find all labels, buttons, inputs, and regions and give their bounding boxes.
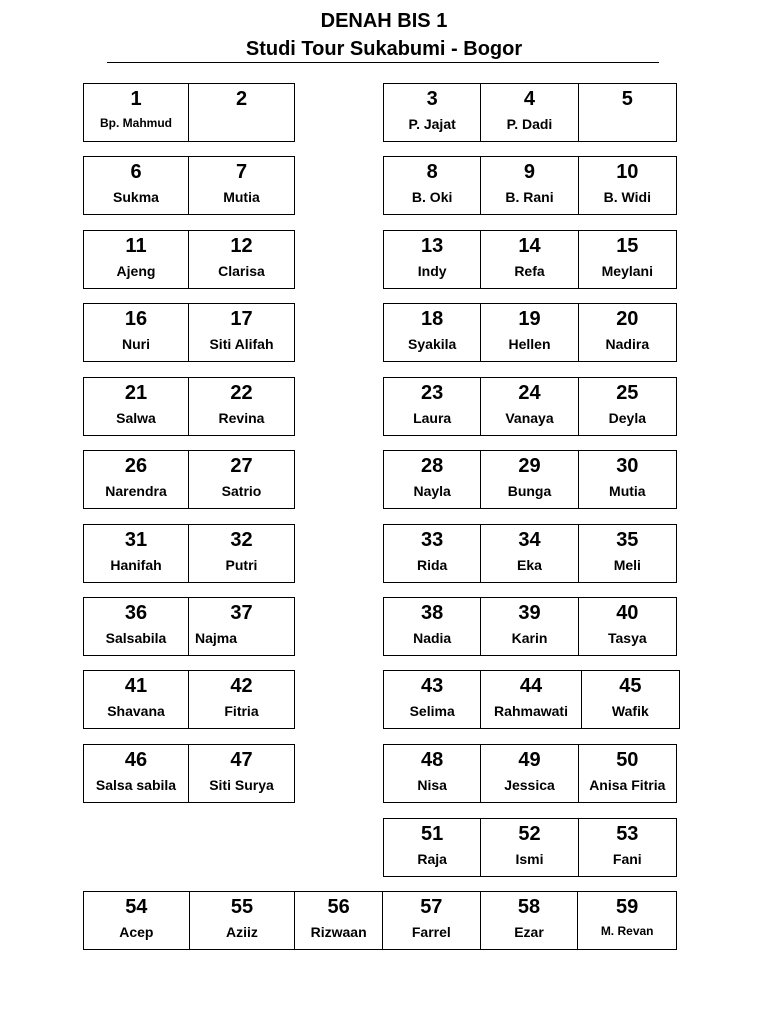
- passenger-name: Eka: [517, 557, 542, 573]
- seat-group: [383, 744, 677, 803]
- seat-number: 33: [421, 529, 444, 551]
- seat-group: [383, 156, 677, 215]
- seat-group: [83, 156, 295, 215]
- passenger-name: Mutia: [223, 189, 260, 205]
- seat-cell: [481, 378, 578, 435]
- passenger-name: Shavana: [107, 703, 165, 719]
- seat-number: 25: [616, 382, 639, 404]
- seat-number: 34: [518, 529, 541, 551]
- seat-cell: [384, 745, 481, 802]
- seat-number: 17: [230, 308, 253, 330]
- seat-cell: [384, 84, 481, 141]
- passenger-name: Hanifah: [110, 557, 162, 573]
- seat-number: 45: [619, 675, 642, 697]
- seat-number: 8: [426, 161, 438, 183]
- seat-cell: [481, 745, 578, 802]
- passenger-name: Salwa: [116, 410, 156, 426]
- seat-group: [83, 450, 295, 509]
- seat-cell: [579, 231, 676, 288]
- passenger-name: Meli: [613, 557, 641, 573]
- seat-group: [383, 818, 677, 877]
- seat-number: 22: [230, 382, 253, 404]
- seat-number: 53: [616, 823, 639, 845]
- passenger-name: Rizwaan: [310, 924, 367, 940]
- passenger-name: B. Rani: [505, 189, 554, 205]
- passenger-name: Salsa sabila: [95, 777, 177, 793]
- seat-number: 56: [327, 896, 350, 918]
- seat-number: 19: [518, 308, 541, 330]
- passenger-name: Sukma: [113, 189, 159, 205]
- passenger-name: Rida: [416, 557, 448, 573]
- seat-cell: [189, 745, 294, 802]
- passenger-name: Najma: [195, 630, 238, 646]
- seat-number: 24: [518, 382, 541, 404]
- seat-cell: [384, 819, 481, 876]
- seat-cell: [582, 671, 679, 728]
- seat-cell: [481, 231, 578, 288]
- seat-number: 2: [235, 88, 248, 110]
- seat-number: 14: [518, 235, 541, 257]
- passenger-name: B. Widi: [603, 189, 651, 205]
- passenger-name: Hellen: [508, 336, 551, 352]
- seat-cell: [190, 892, 296, 949]
- passenger-name: Bunga: [507, 483, 552, 499]
- seat-number: 7: [235, 161, 248, 183]
- seat-cell: [84, 525, 189, 582]
- seat-group: [383, 524, 677, 583]
- seat-cell: [189, 231, 294, 288]
- seat-cell: [84, 671, 189, 728]
- seat-number: 29: [518, 455, 541, 477]
- seat-number: 32: [230, 529, 253, 551]
- seat-group: [383, 303, 677, 362]
- seat-number: 43: [421, 675, 444, 697]
- passenger-name: Wafik: [611, 703, 649, 719]
- seat-number: 26: [124, 455, 148, 477]
- seat-cell: [84, 598, 189, 655]
- seat-number: 38: [421, 602, 444, 624]
- seat-cell: [84, 745, 189, 802]
- seat-number: 31: [124, 529, 148, 551]
- seat-number: 28: [421, 455, 444, 477]
- seat-cell: [579, 451, 676, 508]
- seat-group: [383, 450, 677, 509]
- seat-number: 42: [230, 675, 253, 697]
- seat-cell: [189, 84, 294, 141]
- seat-cell: [84, 84, 189, 141]
- seat-number: 4: [523, 88, 536, 110]
- passenger-name: Karin: [511, 630, 548, 646]
- passenger-name: Nayla: [413, 483, 451, 499]
- passenger-name: Nuri: [122, 336, 150, 352]
- seat-group: [383, 597, 677, 656]
- passenger-name: Fani: [612, 851, 642, 867]
- seat-number: 47: [230, 749, 253, 771]
- seat-group: [83, 83, 295, 142]
- seat-group: [383, 230, 677, 289]
- seat-cell: [579, 525, 676, 582]
- seat-cell: [189, 671, 294, 728]
- seat-cell: [384, 378, 481, 435]
- seat-cell: [579, 157, 676, 214]
- seat-number: 20: [616, 308, 639, 330]
- seat-number: 10: [616, 161, 639, 183]
- seat-cell: [481, 451, 578, 508]
- passenger-name: Vanaya: [505, 410, 554, 426]
- seat-number: 35: [616, 529, 639, 551]
- seat-cell: [481, 671, 581, 728]
- seat-group: [83, 597, 295, 656]
- seat-number: 58: [517, 896, 541, 918]
- seat-cell: [383, 892, 481, 949]
- seat-number: 15: [616, 235, 639, 257]
- seat-cell: [579, 304, 676, 361]
- seat-cell: [579, 378, 676, 435]
- seat-cell: [384, 525, 481, 582]
- passenger-name: Fitria: [224, 703, 259, 719]
- seat-cell: [481, 525, 578, 582]
- seat-group: [83, 230, 295, 289]
- seat-number: 57: [420, 896, 443, 918]
- passenger-name: Meylani: [601, 263, 653, 279]
- passenger-name: Mutia: [609, 483, 646, 499]
- passenger-name: Ismi: [515, 851, 544, 867]
- seat-cell: [384, 451, 481, 508]
- seat-number: 36: [124, 602, 148, 624]
- passenger-name: Clarisa: [218, 263, 265, 279]
- passenger-name: Syakila: [408, 336, 457, 352]
- seat-cell: [189, 525, 294, 582]
- passenger-name: Bp. Mahmud: [100, 116, 172, 130]
- title-divider: [107, 62, 659, 63]
- seat-group: [83, 670, 295, 729]
- seat-number: 3: [426, 88, 438, 110]
- passenger-name: Siti Alifah: [209, 336, 274, 352]
- seat-cell: [84, 231, 189, 288]
- seat-number: 49: [518, 749, 541, 771]
- passenger-name: Raja: [417, 851, 447, 867]
- passenger-name: B. Oki: [411, 189, 453, 205]
- seat-number: 5: [621, 88, 633, 110]
- seat-number: 9: [523, 161, 536, 183]
- seat-cell: [84, 304, 189, 361]
- seat-number: 54: [125, 896, 148, 918]
- seat-group: [383, 670, 680, 729]
- seat-group: [83, 891, 677, 950]
- passenger-name: Salsabila: [105, 630, 167, 646]
- seat-number: 41: [124, 675, 148, 697]
- seat-number: 50: [616, 749, 639, 771]
- passenger-name: Nadia: [413, 630, 452, 646]
- seat-cell: [189, 304, 294, 361]
- passenger-name: Selima: [409, 703, 455, 719]
- seat-number: 23: [421, 382, 444, 404]
- passenger-name: Farrel: [411, 924, 451, 940]
- seat-group: [383, 377, 677, 436]
- passenger-name: P. Dadi: [506, 116, 553, 132]
- passenger-name: Aziiz: [226, 924, 258, 940]
- seat-number: 13: [421, 235, 444, 257]
- seat-number: 52: [518, 823, 541, 845]
- passenger-name: Anisa Fitria: [589, 777, 666, 793]
- seat-cell: [384, 231, 481, 288]
- seat-number: 27: [230, 455, 253, 477]
- passenger-name: Rahmawati: [494, 703, 568, 719]
- seat-number: 51: [421, 823, 444, 845]
- seat-group: [83, 744, 295, 803]
- page-title: DENAH BIS 1: [320, 10, 448, 32]
- seat-number: 12: [230, 235, 253, 257]
- passenger-name: Jessica: [504, 777, 555, 793]
- passenger-name: Tasya: [607, 630, 647, 646]
- seat-number: 48: [421, 749, 444, 771]
- seat-number: 40: [616, 602, 639, 624]
- passenger-name: Nadira: [605, 336, 650, 352]
- seat-cell: [84, 451, 189, 508]
- seat-group: [383, 83, 677, 142]
- seat-number: 55: [230, 896, 254, 918]
- seat-number: 16: [124, 308, 148, 330]
- passenger-name: Ajeng: [116, 263, 156, 279]
- passenger-name: Satrio: [221, 483, 262, 499]
- seat-number: 18: [421, 308, 444, 330]
- seat-group: [83, 303, 295, 362]
- passenger-name: Putri: [225, 557, 258, 573]
- seat-cell: [84, 892, 190, 949]
- seat-cell: [579, 745, 676, 802]
- seat-number: 30: [616, 455, 639, 477]
- passenger-name: Acep: [119, 924, 154, 940]
- passenger-name: Indy: [417, 263, 447, 279]
- seat-cell: [481, 304, 578, 361]
- passenger-name: Nisa: [417, 777, 447, 793]
- seat-number: 44: [519, 675, 543, 697]
- page-subtitle: Studi Tour Sukabumi - Bogor: [245, 38, 523, 60]
- seat-cell: [481, 157, 578, 214]
- passenger-name: Deyla: [608, 410, 646, 426]
- seat-number: 59: [616, 896, 639, 918]
- seat-cell: [579, 819, 676, 876]
- seat-number: 37: [230, 602, 253, 624]
- seat-cell: [481, 892, 579, 949]
- seat-cell: [84, 157, 189, 214]
- passenger-name: Siti Surya: [209, 777, 274, 793]
- seat-number: 11: [125, 235, 147, 257]
- seat-cell: [295, 892, 383, 949]
- passenger-name: Narendra: [105, 483, 167, 499]
- seat-cell: [579, 598, 676, 655]
- seat-cell: [384, 671, 481, 728]
- seat-cell: [384, 598, 481, 655]
- seat-number: 1: [130, 88, 142, 110]
- seat-group: [83, 377, 295, 436]
- seat-number: 6: [130, 161, 142, 183]
- seat-number: 21: [124, 382, 148, 404]
- passenger-name: Revina: [218, 410, 265, 426]
- passenger-name: Ezar: [514, 924, 544, 940]
- seat-cell: [384, 304, 481, 361]
- passenger-name: M. Revan: [600, 924, 654, 938]
- passenger-name: Refa: [514, 263, 545, 279]
- seat-cell: [578, 892, 676, 949]
- seat-cell: [189, 451, 294, 508]
- seat-cell: [189, 598, 294, 655]
- seat-number: 39: [518, 602, 541, 624]
- seat-cell: [189, 378, 294, 435]
- seat-cell: [481, 819, 578, 876]
- seat-group: [83, 524, 295, 583]
- seat-cell: [384, 157, 481, 214]
- seat-cell: [84, 378, 189, 435]
- passenger-name: Laura: [413, 410, 452, 426]
- seat-number: 46: [124, 749, 148, 771]
- passenger-name: P. Jajat: [408, 116, 456, 132]
- seat-cell: [579, 84, 676, 141]
- seat-cell: [481, 598, 578, 655]
- seat-cell: [189, 157, 294, 214]
- seat-cell: [481, 84, 578, 141]
